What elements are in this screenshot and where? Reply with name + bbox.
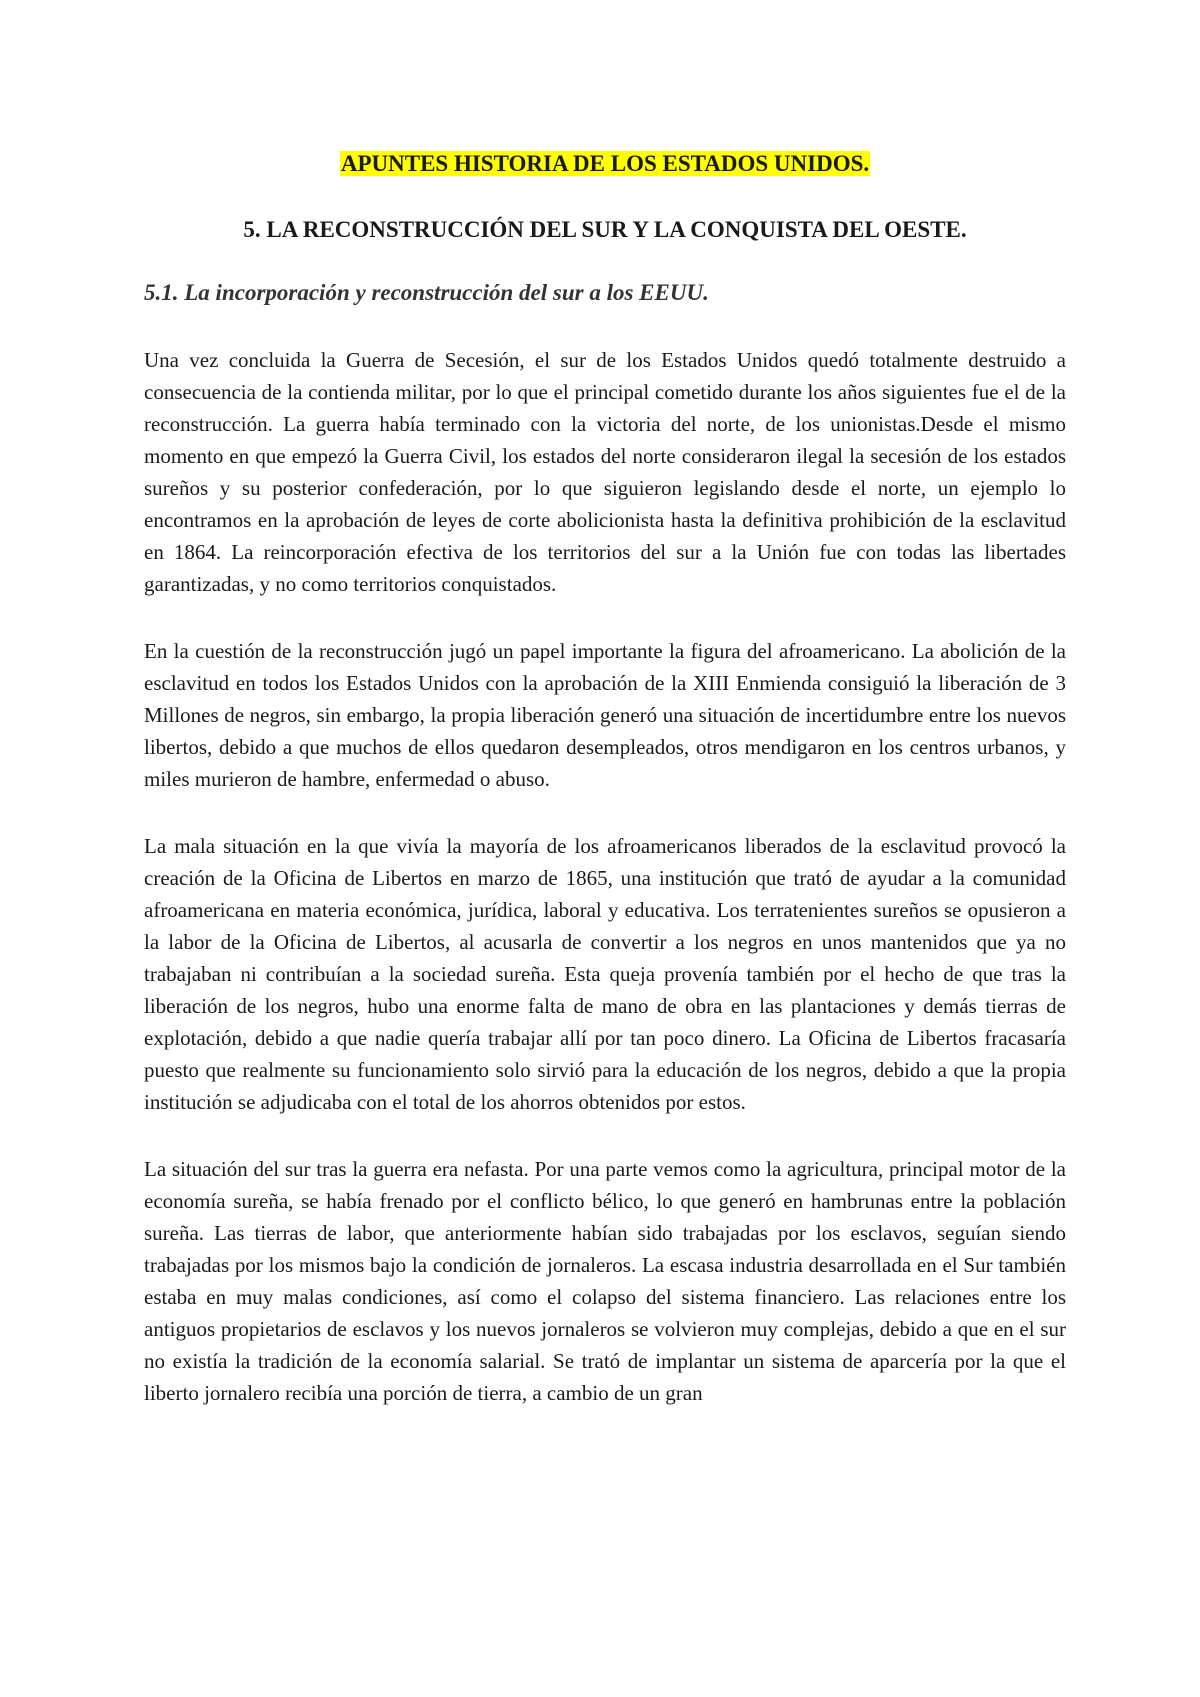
subsection-title: 5.1. La incorporación y reconstrucción del sur a los EEUU. [144, 280, 709, 305]
section-title: 5. LA RECONSTRUCCIÓN DEL SUR Y LA CONQUISTA DEL OESTE. [243, 217, 967, 242]
highlighted-title-text: APUNTES HISTORIA DE LOS ESTADOS UNIDOS. [340, 151, 870, 176]
paragraph-1: Una vez concluida la Guerra de Secesión, el sur de los Estados Unidos quedó totalmente destruido a consecuencia de la contienda militar, por lo que el principal cometido durante los años siguientes fue el de la reconstrucción. La guerra había terminado con la victoria del norte, de los unionistas.Desde el mismo momento en que empezó la Guerra Civil, los estados del norte consideraron ilegal la secesión de los estados sureños y su posterior confederación, por lo que siguieron legislando desde el norte, un ejemplo lo encontramos en la aprobación de leyes de corte abolicionista hasta la definitiva prohibición de la esclavitud en 1864. La reincorporación efectiva de los territorios del sur a la Unión fue con todas las libertades garantizadas, y no como territorios conquistados. [144, 348, 1066, 596]
document-header-title [144, 149, 1066, 179]
paragraph-3: La mala situación en la que vivía la mayoría de los afroamericanos liberados de la esclavitud provocó la creación de la Oficina de Libertos en marzo de 1865, una institución que trató de ayudar a la comunidad afroamericana en materia económica, jurídica, laboral y educativa. Los terratenientes sureños se opusieron a la labor de la Oficina de Libertos, al acusarla de convertir a los negros en unos mantenidos que ya no trabajaban ni contribuían a la sociedad sureña. Esta queja provenía también por el hecho de que tras la liberación de los negros, hubo una enorme falta de mano de obra en las plantaciones y demás tierras de explotación, debido a que nadie quería trabajar allí por tan poco dinero. La Oficina de Libertos fracasaría puesto que realmente su funcionamiento solo sirvió para la educación de los negros, debido a que la propia institución se adjudicaba con el total de los ahorros obtenidos por estos. [144, 834, 1066, 1114]
paragraph-4: La situación del sur tras la guerra era nefasta. Por una parte vemos como la agricultura, principal motor de la economía sureña, se había frenado por el conflicto bélico, lo que generó en hambrunas entre la población sureña. Las tierras de labor, que anteriormente habían sido trabajadas por los esclavos, seguían siendo trabajadas por los mismos bajo la condición de jornaleros. La escasa industria desarrollada en el Sur también estaba en muy malas condiciones, así como el colapso del sistema financiero. Las relaciones entre los antiguos propietarios de esclavos y los nuevos jornaleros se volvieron muy complejas, debido a que en el sur no existía la tradición de la economía salarial. Se trató de implantar un sistema de aparcería por la que el liberto jornalero recibía una porción de tierra, a cambio de un gran [144, 1157, 1066, 1405]
paragraph-2: En la cuestión de la reconstrucción jugó un papel importante la figura del afroamericano. La abolición de la esclavitud en todos los Estados Unidos con la aprobación de la XIII Enmienda consiguió la liberación de 3 Millones de negros, sin embargo, la propia liberación generó una situación de incertidumbre entre los nuevos libertos, debido a que muchos de ellos quedaron desempleados, otros mendigaron en los centros urbanos, y miles murieron de hambre, enfermedad o abuso. [144, 639, 1066, 791]
